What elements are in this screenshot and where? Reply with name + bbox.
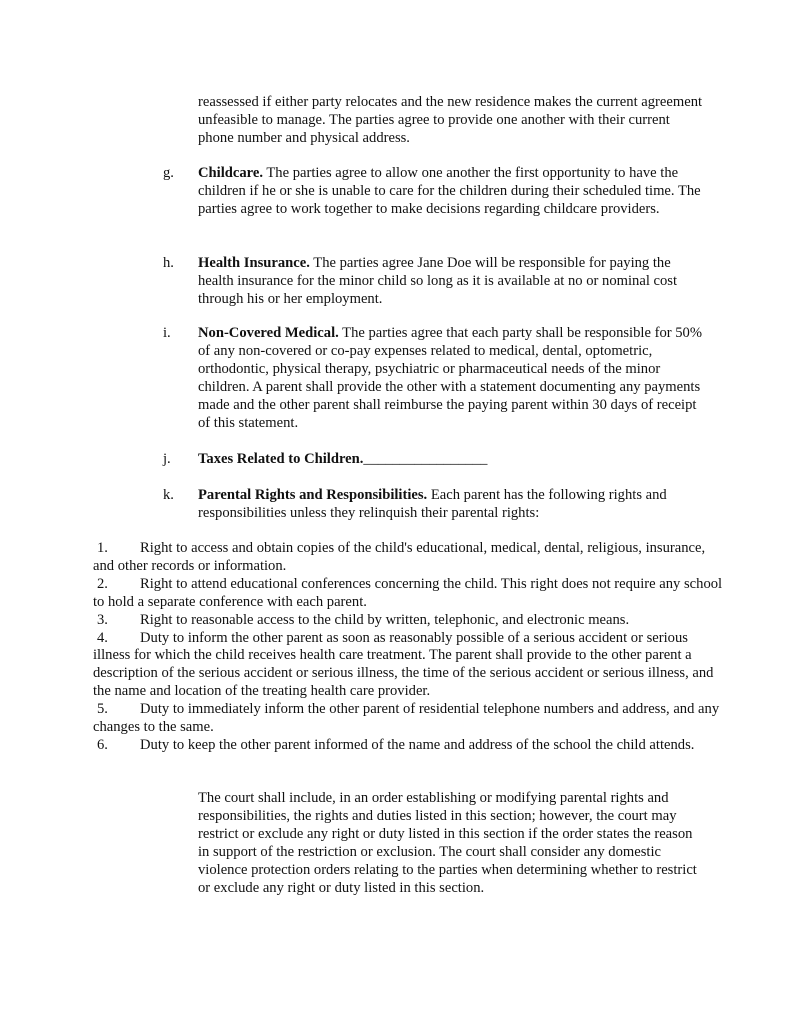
section-heading: Childcare.	[198, 165, 263, 181]
closing-paragraph: The court shall include, in an order establishing or modifying parental rights and responsibilities, the rights and duties listed in this section; however, the court may restrict or exclude any right or duty listed in this section if the order states the reason in support of the restriction or exclusion. The court shall consider any domestic violence protection orders relating to the parties when determining whether to restrict or exclude any right or duty listed in this section.	[198, 790, 697, 896]
list-text: Right to access and obtain copies of the child's educational, medical, dental, religious, insurance, and other records or information.	[93, 540, 706, 574]
list-text: Right to reasonable access to the child by written, telephonic, and electronic means.	[140, 611, 630, 628]
section-heading: Parental Rights and Responsibilities.	[198, 487, 428, 503]
list-item	[93, 630, 723, 702]
section-marker: h.	[163, 255, 174, 271]
list-number: 3.	[97, 611, 108, 628]
list-text: Duty to inform the other parent as soon as reasonably possible of a serious accident or serious illness for which the child receives health care treatment. The parent shall provide to the other parent a description of the serious accident or serious illness, the time of the serious accident or serious illness, and the name and location of the treating health care provider.	[93, 629, 714, 700]
section-marker: j.	[163, 451, 171, 467]
section-body	[198, 451, 703, 469]
section-text: The parties agree Jane Doe will be responsible for paying the health insurance for the minor child so long as it is available at no or nominal cost through his or her employment.	[198, 255, 678, 307]
section-body	[198, 325, 703, 432]
section-text: The parties agree to allow one another the first opportunity to have the children if he or she is unable to care for the children during their scheduled time. The parties agree to work together to make decisions regarding childcare providers.	[198, 165, 701, 217]
list-item	[93, 737, 723, 755]
section-text: Each parent has the following rights and responsibilities unless they relinquish their parental rights:	[198, 487, 667, 521]
fill-in-blank: _________________	[363, 451, 488, 467]
section-body	[198, 255, 703, 309]
list-number: 6.	[97, 736, 108, 753]
list-number: 1.	[97, 540, 108, 556]
section-body	[198, 165, 703, 219]
section-marker: g.	[163, 165, 174, 181]
section-heading: Taxes Related to Children.	[198, 451, 364, 467]
list-text: Duty to keep the other parent informed of the name and address of the school the child attends.	[140, 736, 695, 753]
section-text: The parties agree that each party shall be responsible for 50% of any non-covered or co-pay expenses related to medical, dental, optometric, orthodontic, physical therapy, psychiatric or pharmaceutical needs of the minor children. A parent shall provide the other with a statement documenting any payments made and the other parent shall reimburse the paying parent within 30 days of receipt of this statement.	[198, 325, 703, 431]
list-item	[93, 576, 723, 612]
list-number: 5.	[97, 701, 108, 718]
list-text: Duty to immediately inform the other parent of residential telephone numbers and address, and any changes to the same.	[93, 701, 720, 736]
intro-paragraph: reassessed if either party relocates and the new residence makes the current agreement unfeasible to manage. The parties agree to provide one another with their current phone number and physical address.	[198, 94, 703, 146]
section-heading: Non-Covered Medical.	[198, 325, 339, 341]
rights-list	[93, 540, 723, 755]
list-item	[93, 612, 723, 630]
list-text: Right to attend educational conferences concerning the child. This right does not require any school to hold a separate conference with each parent.	[93, 575, 723, 610]
list-item	[93, 701, 723, 737]
section-body	[198, 487, 703, 523]
section-marker: k.	[163, 487, 174, 503]
list-number: 4.	[97, 629, 108, 646]
list-number: 2.	[97, 575, 108, 592]
list-item	[93, 540, 723, 576]
section-marker: i.	[163, 325, 171, 341]
section-heading: Health Insurance.	[198, 255, 310, 271]
